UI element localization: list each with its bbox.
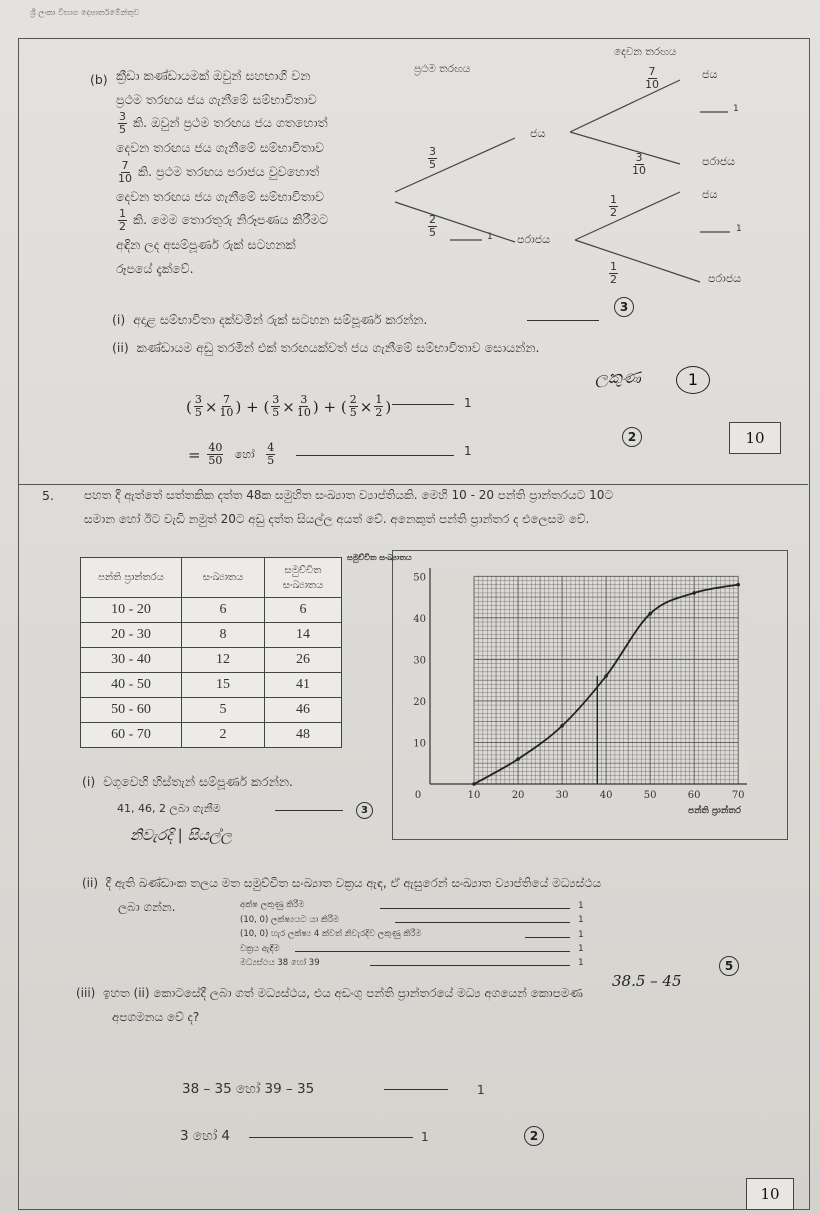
tree-diagram	[390, 42, 800, 300]
score-box: 10	[746, 1178, 794, 1210]
mark-one: 1	[578, 944, 584, 954]
data-point	[560, 724, 564, 728]
q5-iii: (iii) ඉහත (ii) කොටසේදී ලබා ගත් මධ්‍යස්ථය, එය අඩංගු පන්ති ප්‍රාන්තරයේ මධ්‍ය අගයෙන් කොපමණ අපගමනය වේ ද?	[76, 986, 583, 1024]
answer-line	[527, 320, 599, 321]
fraction: $\frac{3}{5}$	[119, 110, 126, 137]
tree-second-match-label: දෙවන තරඟය	[614, 46, 677, 58]
chart-ylabel: සමුච්චිත සංඛ්‍යාතය	[347, 553, 412, 562]
tree-leaf-ww: ජය	[702, 68, 718, 81]
branch-lw	[575, 192, 680, 240]
mark-one: 1	[487, 232, 493, 242]
branch-wl	[570, 132, 680, 164]
x-tick-label: 40	[599, 790, 613, 801]
page-header: ශ්‍රී ලංකා විභාග දෙපාර්තමේන්තුව	[30, 8, 140, 17]
marks-circle: 3	[356, 802, 373, 819]
mark-one: 1	[421, 1130, 429, 1144]
branch-first-win	[395, 138, 515, 192]
chart-xlabel: පන්ති ප්‍රාන්තර	[688, 806, 741, 816]
tree-prob-ll: $\frac{1}{2}$	[610, 260, 617, 286]
answer-line	[370, 965, 570, 966]
data-point	[692, 591, 696, 595]
branch-ww	[570, 80, 680, 132]
handwritten-mark-circle: 1	[676, 366, 710, 394]
fraction: $\frac{1}{2}$	[119, 207, 126, 234]
mark-one: 1	[464, 444, 472, 458]
calc-expression: ( $\frac{3}{5}$ × $\frac{7}{10}$ ) + ( $\frac{3}{5}$ × $\frac{3}{10}$ ) + ( $\frac{2}{5}$ × $\frac{1}{2}$ )	[186, 393, 392, 419]
mark-one: 1	[464, 396, 472, 410]
y-tick-label: 20	[413, 696, 426, 708]
x-tick-label: 60	[687, 790, 701, 801]
y-tick-label: 40	[413, 613, 426, 625]
part-b-label: (b)	[90, 72, 108, 87]
tree-prob-lw: $\frac{1}{2}$	[610, 193, 617, 219]
table-row: 30 - 40 12 26	[81, 648, 342, 673]
handwritten-note: නිවැරදි | සියල්ල	[130, 826, 232, 844]
data-point	[648, 612, 652, 616]
q5-ii: (ii) දී ඇති ඛණ්ඩාංක තලය මත සමුච්චිත සංඛ්‍යාත වක්‍රය ඇඳ, ඒ ඇසුරෙන් සංඛ්‍යාත ව්‍යාප්තියේ මධ්‍යස්ථය ලබා ගන්න.	[82, 876, 602, 914]
answer-line	[395, 922, 570, 923]
calc-answer: = $\frac{40}{50}$ හෝ $\frac{4}{5}$	[188, 441, 275, 467]
mark-one: 1	[733, 104, 739, 114]
tree-leaf-wl: පරාජය	[702, 155, 736, 168]
table-row: 60 - 70 2 48	[81, 723, 342, 748]
y-tick-label: 10	[413, 738, 426, 750]
marking-criteria: අක්ෂ ලකුණු කිරීම (10, 0) ලක්ෂ්‍යයට යා කිරීම (10, 0) හැර ලක්ෂ්‍ය 4 ක්වත් නිවැරදිව ලකුණු කිරීම වක්‍රය ඇඳීම මධ්‍යස්ථය 38 හෝ 39	[240, 900, 422, 968]
q5-number: 5.	[42, 488, 54, 503]
fraction: $\frac{7}{10}$	[118, 158, 132, 185]
data-point	[472, 782, 476, 786]
marks-circle: 5	[719, 956, 739, 976]
q5-iii-line2: 3 හෝ 4	[180, 1128, 231, 1144]
x-tick-label: 70	[731, 790, 745, 801]
handwritten-note: 38.5 – 45	[612, 972, 682, 990]
mark-one: 1	[477, 1083, 485, 1097]
table-row: 50 - 60 5 46	[81, 698, 342, 723]
answer-line	[380, 908, 570, 909]
marks-circle: 3	[614, 297, 634, 317]
handwritten-note: ලකුණ	[595, 368, 641, 388]
answer-line	[525, 937, 570, 938]
tree-prob-ww: $\frac{7}{10}$	[645, 65, 659, 91]
x-tick-label: 30	[555, 790, 569, 801]
q5-i: (i) වගුවෙහි හිස්තැන් සම්පූර්ණ කරන්න.	[82, 774, 293, 789]
answer-line	[384, 1089, 448, 1090]
x-tick-label: 50	[643, 790, 657, 801]
cumulative-frequency-chart	[345, 548, 795, 824]
mark-one: 1	[736, 224, 742, 234]
answer-line	[296, 455, 454, 456]
q5-i-answer: 41, 46, 2 ලබා ගැනීම	[117, 802, 221, 815]
answer-line	[295, 951, 570, 952]
tree-leaf-lw: ජය	[702, 188, 718, 201]
branch-first-lose	[395, 202, 515, 242]
tree-node-lose: පරාජය	[517, 233, 551, 246]
frequency-table	[80, 557, 342, 748]
x-tick-label: 20	[511, 790, 525, 801]
table-row: 20 - 30 8 14	[81, 623, 342, 648]
x-origin-label: 0	[414, 790, 422, 801]
q5-intro: පහත දී ඇත්තේ සත්තකික දත්ත 48ක සමුහිත සංඛ්‍යාත ව්‍යාප්තියකි. මෙහි 10 - 20 පන්ති ප්‍රාන්තරයට 10ට සමාන හෝ ඊට වැඩි නමුත් 20ට අඩු දත්ත සියල්ල අයත් වේ. අනෙකුත් පන්ති ප්‍රාන්තර ද එලෙසම වේ.	[84, 488, 614, 526]
table-header: සමුච්චිත සංඛ්‍යාතය	[265, 558, 342, 598]
tree-leaf-ll: පරාජය	[708, 272, 742, 285]
data-point	[736, 583, 740, 587]
tree-prob-wl: $\frac{3}{10}$	[632, 151, 646, 177]
part-b-problem: ක්‍රීඩා කණ්ඩායමක් ඔවුන් සහභාගි වන ප්‍රථම තරඟය ජය ගැනීමේ සම්භාවිතාව $\frac{3}{5}$ කි. ඔවුන් ප්‍රථම තරඟය ජය ගතහොත් දෙවන තරඟය ජය ගැනීමේ සම්භාවිතාව $\frac{7}{10}$ කි. ප්‍රථම තරඟය පරාජය වුවහොත් දෙවන තරඟය ජය ගැනීමේ සම්භාවිතාව $\frac{1}{2}$ කි. මෙම තොරතුරු නිරූපණය කිරීමට අඳින ලද අසම්පූර්ණ රුක් සටහනක් රූපයේ දැක්වේ.	[116, 68, 329, 276]
answer-line	[392, 404, 454, 405]
branch-ll	[575, 240, 700, 282]
y-tick-label: 50	[413, 572, 426, 584]
tree-node-win: ජය	[530, 127, 546, 140]
tree-prob-lose: $\frac{2}{5}$	[429, 213, 436, 239]
table-row: 40 - 50 15 41	[81, 673, 342, 698]
table-header: සංඛ්‍යාතය	[182, 558, 265, 598]
part-b-q-i: (i) අදාළ සම්භාවිතා දක්වමින් රුක් සටහන සම්පූර්ණ කරන්න.	[112, 312, 428, 327]
marks-circle: 2	[524, 1126, 544, 1146]
mark-one: 1	[578, 915, 584, 925]
marks-circle: 2	[622, 427, 642, 447]
table-header: පන්ති ප්‍රාන්තරය	[81, 558, 182, 598]
tree-prob-win: $\frac{3}{5}$	[429, 145, 436, 171]
mark-one: 1	[578, 958, 584, 968]
answer-line	[275, 810, 343, 811]
table-row: 10 - 20 6 6	[81, 598, 342, 623]
tree-first-match-label: ප්‍රථම තරඟය	[414, 63, 471, 75]
y-tick-label: 30	[413, 655, 426, 667]
answer-line	[249, 1137, 413, 1138]
part-b-q-ii: (ii) කණ්ඩායම අඩු තරමින් එක් තරඟයක්වත් ජය ගැනීමේ සම්භාවිතාව සොයන්න.	[112, 340, 540, 355]
data-point	[516, 757, 520, 761]
x-tick-label: 10	[467, 790, 481, 801]
score-box: 10	[729, 422, 781, 454]
data-point	[604, 674, 608, 678]
mark-one: 1	[578, 901, 584, 911]
q5-iii-line1: 38 – 35 හෝ 39 – 35	[182, 1081, 315, 1097]
mark-one: 1	[578, 930, 584, 940]
